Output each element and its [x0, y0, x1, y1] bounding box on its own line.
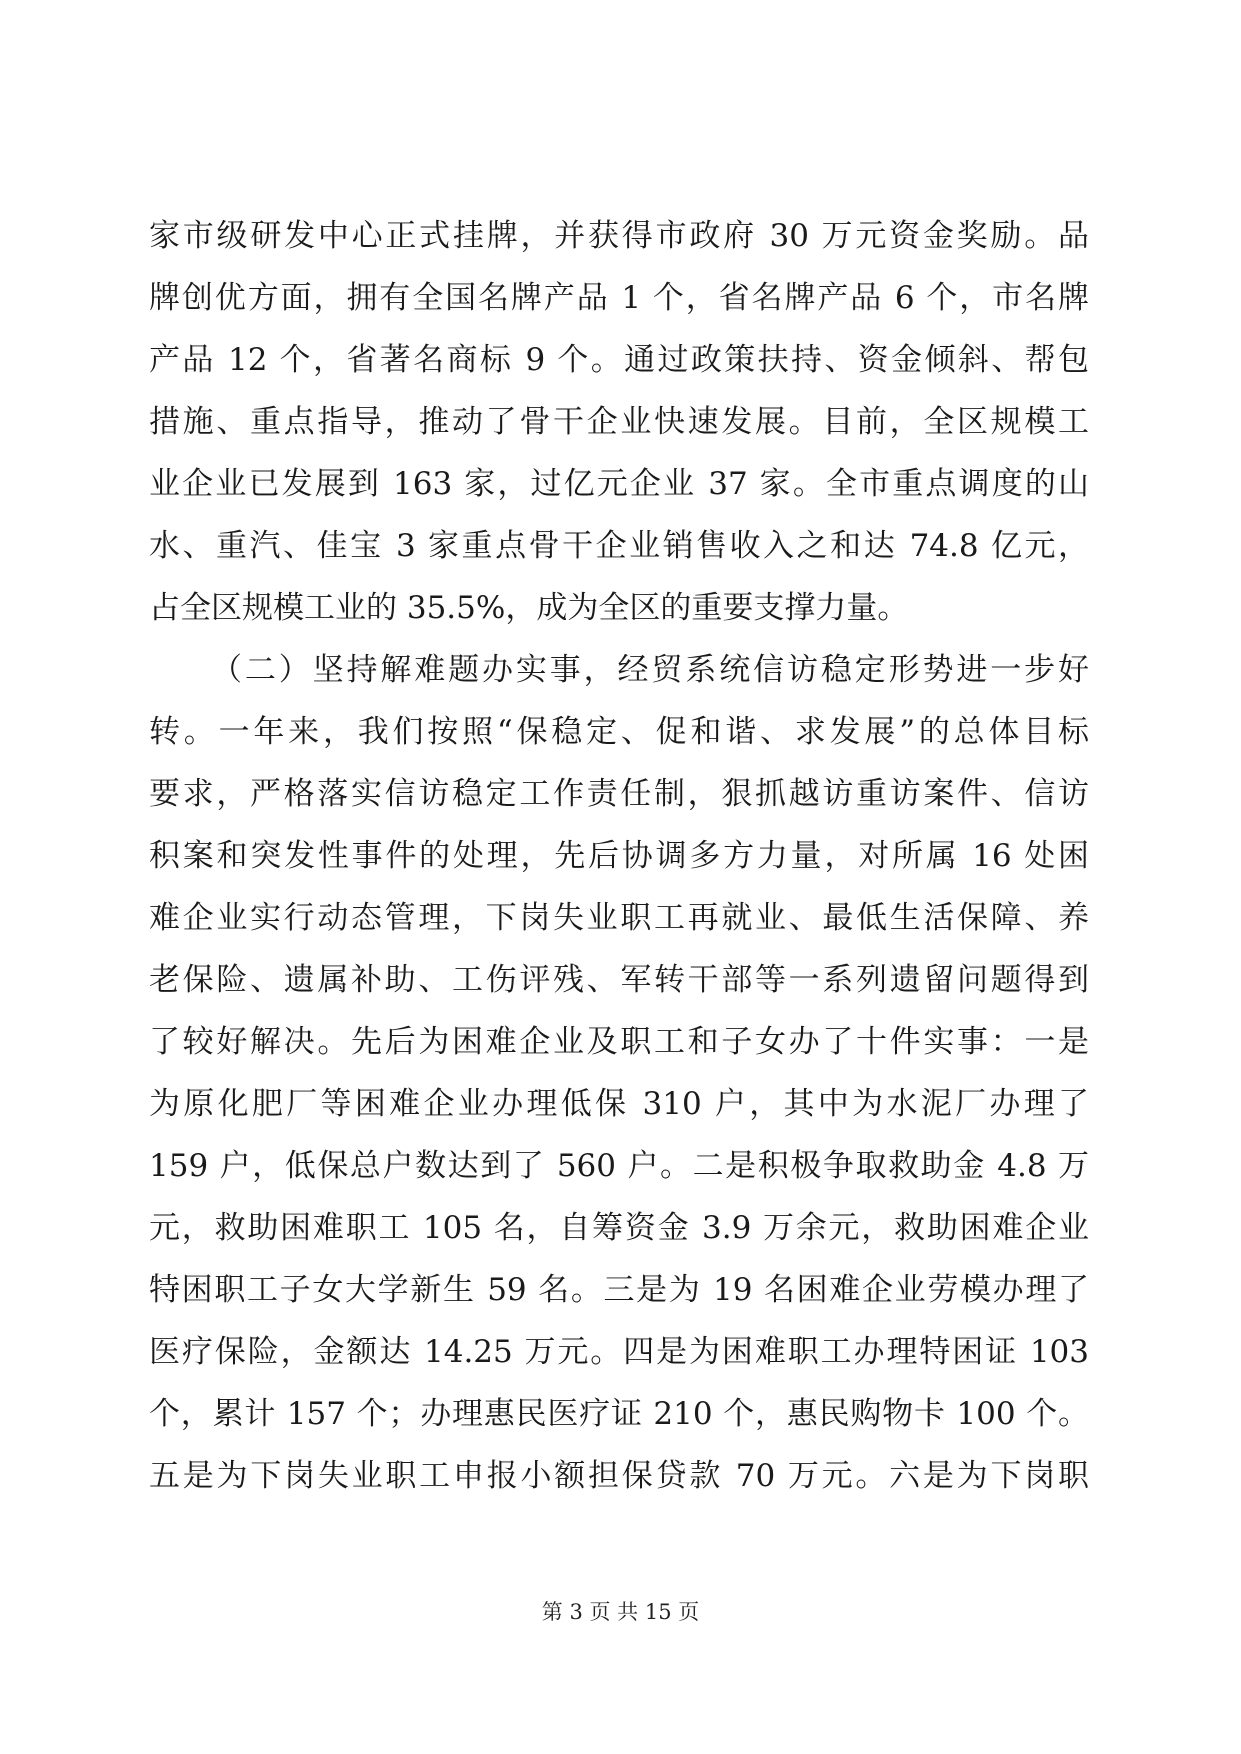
body-line: 家市级研发中心正式挂牌，并获得市政府 30 万元资金奖励。品 — [149, 218, 1089, 254]
body-line: 积案和突发性事件的处理，先后协调多方力量，对所属 16 处困 — [149, 838, 1089, 874]
body-line: 业企业已发展到 163 家，过亿元企业 37 家。全市重点调度的山 — [149, 466, 1089, 502]
page-number-footer: 第 3 页 共 15 页 — [541, 1600, 700, 1624]
body-line: 水、重汽、佳宝 3 家重点骨干企业销售收入之和达 74.8 亿元， — [149, 528, 1089, 564]
body-line: 特困职工子女大学新生 59 名。三是为 19 名困难企业劳模办理了 — [149, 1272, 1089, 1308]
section-heading-line: （二）坚持解难题办实事，经贸系统信访稳定形势进一步好 — [211, 652, 1089, 688]
body-line: 159 户，低保总户数达到了 560 户。二是积极争取救助金 4.8 万 — [149, 1148, 1089, 1184]
body-line: 难企业实行动态管理，下岗失业职工再就业、最低生活保障、养 — [149, 900, 1089, 936]
body-line: 牌创优方面，拥有全国名牌产品 1 个，省名牌产品 6 个，市名牌 — [149, 280, 1089, 316]
body-line: 占全区规模工业的 35.5%，成为全区的重要支撑力量。 — [149, 590, 909, 626]
body-line: 了较好解决。先后为困难企业及职工和子女办了十件实事：一是 — [149, 1024, 1089, 1060]
body-line: 五是为下岗失业职工申报小额担保贷款 70 万元。六是为下岗职 — [149, 1458, 1089, 1494]
body-line: 老保险、遗属补助、工伤评残、军转干部等一系列遗留问题得到 — [149, 962, 1089, 998]
body-line: 个，累计 157 个；办理惠民医疗证 210 个，惠民购物卡 100 个。 — [149, 1396, 1089, 1432]
body-line: 产品 12 个，省著名商标 9 个。通过政策扶持、资金倾斜、帮包 — [149, 342, 1089, 378]
body-line: 措施、重点指导，推动了骨干企业快速发展。目前，全区规模工 — [149, 404, 1089, 440]
body-line: 要求，严格落实信访稳定工作责任制，狠抓越访重访案件、信访 — [149, 776, 1089, 812]
body-line: 转。一年来，我们按照“保稳定、促和谐、求发展”的总体目标 — [149, 714, 1089, 750]
body-line: 为原化肥厂等困难企业办理低保 310 户，其中为水泥厂办理了 — [149, 1086, 1089, 1122]
body-line: 医疗保险，金额达 14.25 万元。四是为困难职工办理特困证 103 — [149, 1334, 1089, 1370]
body-line: 元，救助困难职工 105 名，自筹资金 3.9 万余元，救助困难企业 — [149, 1210, 1089, 1246]
